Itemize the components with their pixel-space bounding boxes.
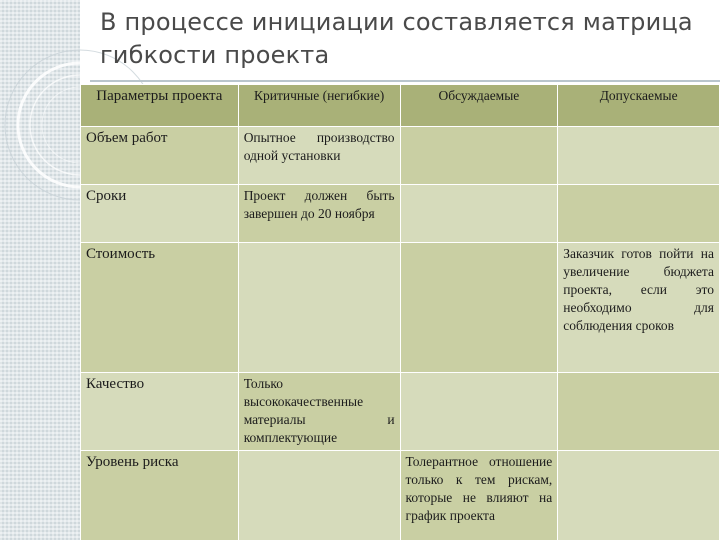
row-param: Уровень риска [81, 451, 239, 541]
row-allowed [558, 373, 720, 451]
table-row [81, 451, 720, 541]
row-param: Качество [81, 373, 239, 451]
row-critical: Проект должен быть завершен до 20 ноября [238, 185, 400, 243]
header-critical: Критичные (негибкие) [238, 85, 400, 127]
row-allowed [558, 127, 720, 185]
row-critical: Только высококачественные материалы и комплектующие [238, 373, 400, 451]
row-allowed [558, 451, 720, 541]
header-negotiable: Обсуждаемые [400, 85, 558, 127]
table-row [81, 373, 720, 451]
row-negotiable [400, 185, 558, 243]
row-negotiable [400, 127, 558, 185]
title-divider [90, 80, 720, 82]
header-allowed: Допускаемые [558, 85, 720, 127]
row-critical [238, 451, 400, 541]
row-allowed [558, 185, 720, 243]
slide-title: В процессе инициации составляется матрица гибкости проекта [100, 8, 693, 69]
row-param: Стоимость [81, 243, 239, 373]
row-critical [238, 243, 400, 373]
row-param: Объем работ [81, 127, 239, 185]
table-row [81, 243, 720, 373]
table-header-row [81, 85, 720, 127]
flexibility-matrix-table [80, 84, 720, 541]
row-critical: Опытное производство одной установки [238, 127, 400, 185]
table-row [81, 127, 720, 185]
row-param: Сроки [81, 185, 239, 243]
header-parameters: Параметры проекта [81, 85, 239, 127]
table-row [81, 185, 720, 243]
row-negotiable [400, 243, 558, 373]
row-negotiable [400, 373, 558, 451]
row-negotiable: Толерантное отношение только к тем рискам, которые не влияют на график проекта [400, 451, 558, 541]
row-allowed: Заказчик готов пойти на увеличение бюджета проекта, если это необходимо для соблюдения сроков [558, 243, 720, 373]
